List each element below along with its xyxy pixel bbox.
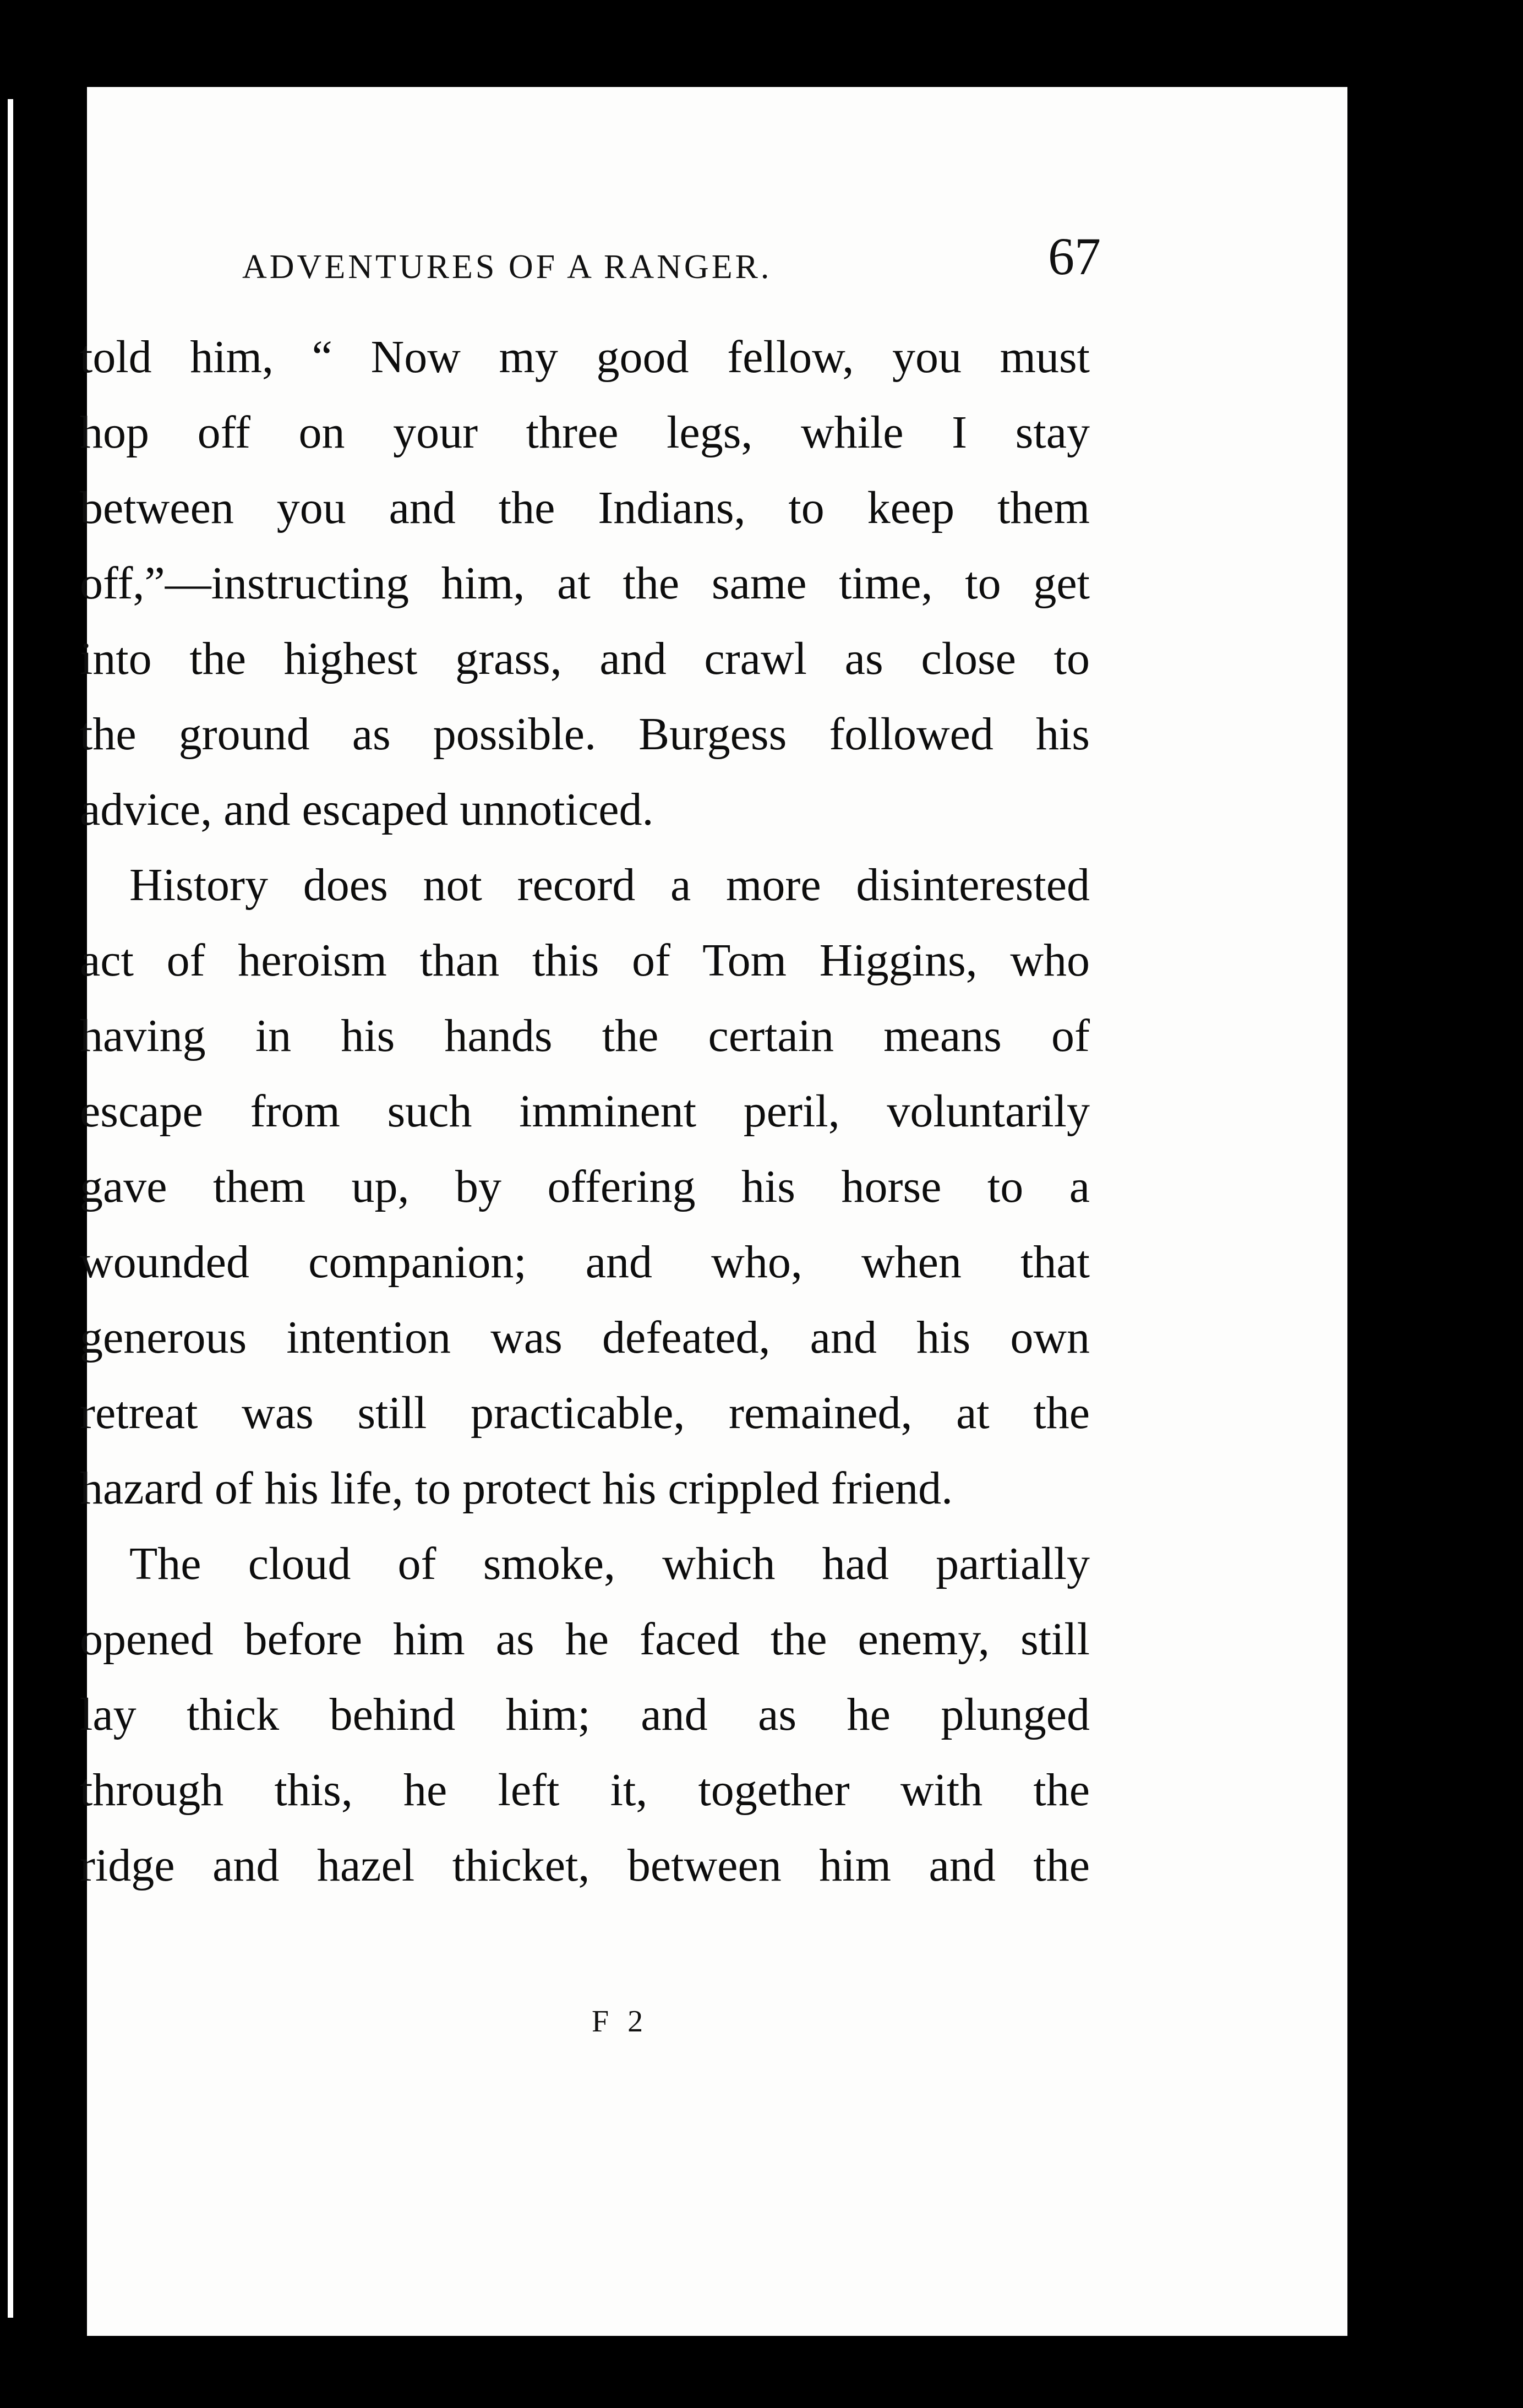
text-line: between you and the Indians, to keep them (80, 482, 1090, 533)
page-number: 67 (1048, 227, 1101, 286)
text-line: having in his hands the certain means of (80, 1010, 1090, 1061)
text-line: ridge and hazel thicket, between him and the (80, 1840, 1090, 1891)
text-line: hazard of his life, to protect his crippled friend. (80, 1463, 953, 1514)
signature-mark: F 2 (592, 2004, 649, 2039)
page-header (242, 226, 1101, 308)
text-line: told him, “ Now my good fellow, you must (80, 331, 1090, 383)
text-line: retreat was still practicable, remained, at the (80, 1387, 1090, 1439)
text-line: the ground as possible. Burgess followed his (80, 709, 1090, 760)
text-line: History does not record a more disinterested (129, 859, 1090, 911)
running-head: ADVENTURES OF A RANGER. (242, 248, 772, 286)
text-line: advice, and escaped unnoticed. (80, 784, 654, 835)
text-line: lay thick behind him; and as he plunged (80, 1689, 1090, 1740)
text-line: hop off on your three legs, while I stay (80, 407, 1090, 458)
text-line: escape from such imminent peril, voluntarily (80, 1086, 1090, 1137)
body-text (80, 319, 1090, 1903)
text-line: generous intention was defeated, and his own (80, 1312, 1090, 1363)
text-line: off,”—instructing him, at the same time, to get (80, 558, 1090, 609)
text-line: The cloud of smoke, which had partially (129, 1538, 1090, 1589)
scan-edge (0, 99, 34, 2318)
text-line: gave them up, by offering his horse to a (80, 1161, 1090, 1212)
text-line: act of heroism than this of Tom Higgins, who (80, 935, 1090, 986)
text-line: into the highest grass, and crawl as close to (80, 633, 1090, 684)
text-line: opened before him as he faced the enemy, still (80, 1614, 1090, 1665)
text-line: through this, he left it, together with the (80, 1764, 1090, 1816)
text-line: wounded companion; and who, when that (80, 1236, 1090, 1288)
